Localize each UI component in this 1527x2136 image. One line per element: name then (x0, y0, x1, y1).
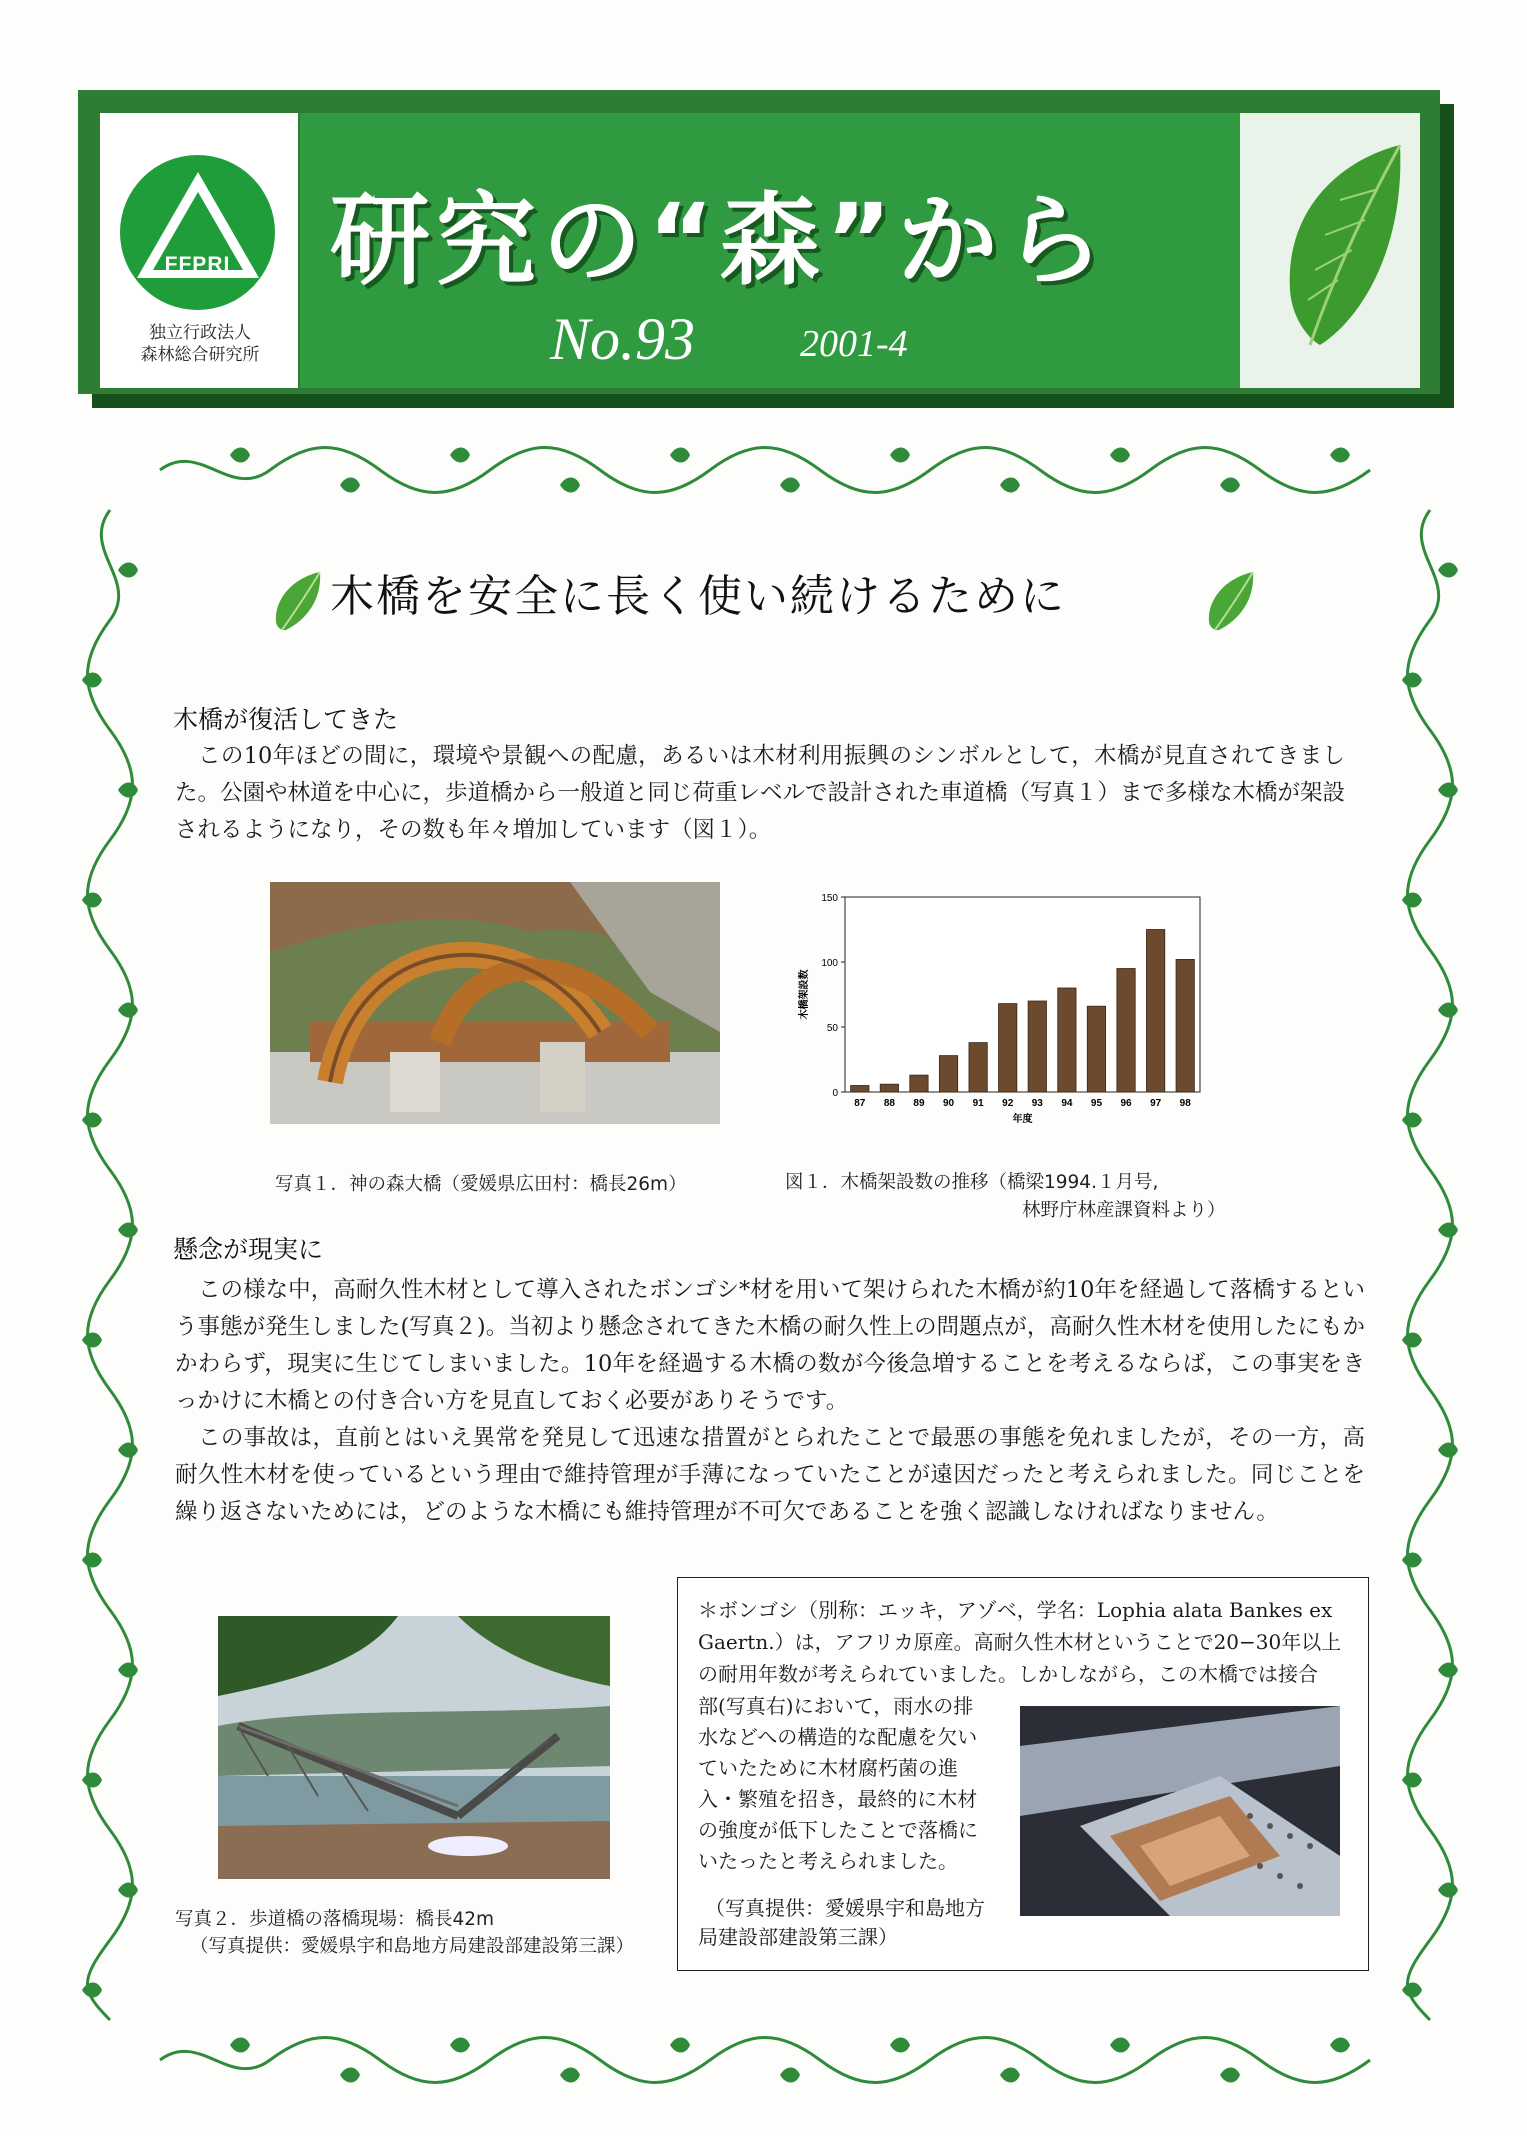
x-tick-label: 98 (1179, 1098, 1191, 1109)
y-tick-label: 50 (826, 1023, 838, 1034)
x-tick-label: 94 (1061, 1098, 1073, 1109)
figure1-caption-line1: 図１．木橋架設数の推移（橋梁1994.１月号, (785, 1172, 1159, 1193)
section2-paragraph1: この様な中，高耐久性木材として導入されたボンゴシ*材を用いて架けられた木橋が約10年を経過して落橋するという事態が発生しました(写真２)。当初より懸念されてきた木橋の耐久性上の問題点が，高耐久性木材を使用したにもかかわらず，現実に生じてしまいました。10年を経過する木橋の数が今後急増することを考えるならば，この事実をきっかけに木橋との付き合い方を見直しておく必要がありそうです。 (175, 1277, 1365, 1414)
chart-bar (910, 1075, 928, 1092)
issue-number: No.93 (550, 306, 696, 372)
note-credit-line1: （写真提供：愛媛県宇和島地方 (705, 1896, 985, 1920)
bridge-count-chart (785, 882, 1225, 1134)
x-tick-label: 90 (942, 1098, 955, 1109)
chart-bar (1117, 969, 1135, 1093)
x-tick-label: 96 (1120, 1098, 1132, 1109)
chart-bar (1028, 1001, 1046, 1092)
article-title: 木橋を安全に長く使い続けるために (330, 571, 1066, 622)
x-tick-label: 89 (913, 1098, 925, 1109)
org-name-line2: 森林総合研究所 (140, 345, 260, 365)
chart-bar (969, 1043, 987, 1092)
figure1-caption-line2: 林野庁林産課資料より） (1022, 1200, 1226, 1221)
x-axis-label: 年度 (1012, 1114, 1033, 1125)
section2-heading: 懸念が現実に (173, 1235, 324, 1264)
chart-bar (1058, 988, 1076, 1092)
note-side-line: いたったと考えられました。 (698, 1849, 958, 1873)
org-name-line1: 独立行政法人 (149, 323, 251, 343)
x-tick-label: 95 (1090, 1098, 1103, 1109)
x-tick-label: 87 (854, 1098, 866, 1109)
title-leaf-left-icon (272, 570, 324, 632)
x-tick-label: 91 (972, 1098, 984, 1109)
x-tick-label: 93 (1031, 1098, 1043, 1109)
issue-date: 2001-4 (800, 323, 908, 365)
x-tick-label: 88 (883, 1098, 895, 1109)
chart-bar (851, 1086, 869, 1093)
chart-bar (1087, 1006, 1105, 1092)
note-side-line: ていたために木材腐朽菌の進 (698, 1756, 958, 1780)
chart-bar (880, 1084, 898, 1092)
x-tick-label: 97 (1150, 1098, 1162, 1109)
leaf-icon (1280, 140, 1410, 350)
chart-bar (999, 1004, 1017, 1092)
photo2-caption-line2: （写真提供：愛媛県宇和島地方局建設部建設第三課） (190, 1936, 635, 1957)
x-tick-label: 92 (1002, 1098, 1014, 1109)
photo1-caption: 写真１．神の森大橋（愛媛県広田村：橋長26m） (275, 1174, 687, 1195)
title-leaf-right-icon (1205, 570, 1257, 632)
photo-kaminomori-bridge (270, 882, 720, 1124)
chart-bar (939, 1056, 957, 1092)
section1-heading: 木橋が復活してきた (173, 705, 399, 734)
logo-text: FFPRI (164, 253, 231, 276)
note-side-line: 入・繁殖を招き，最終的に木材 (698, 1787, 978, 1811)
note-side-line: 部(写真右)において，雨水の排 (698, 1694, 974, 1718)
note-side-text (698, 1691, 1008, 1877)
note-line1: ＊ボンゴシ（別称：エッキ，アゾベ，学名：Lophia alata Bankes ex (698, 1598, 1333, 1622)
photo-collapsed-footbridge (218, 1616, 610, 1879)
photo2-caption-line1: 写真２．歩道橋の落橋現場：橋長42m (175, 1909, 495, 1930)
note-line3: の耐用年数が考えられていました。しかしながら，この木橋では接合 (698, 1662, 1318, 1686)
section2-paragraph2: この事故は，直前とはいえ異常を発見して迅速な措置がとられたことで最悪の事態を免れましたが，その一方，高耐久性木材を使っているという理由で維持管理が手薄になっていたことが遠因だったと考えられました。同じことを繰り返さないためには，どのような木橋にも維持管理が不可欠であることを強く認識しなければなりません。 (175, 1425, 1365, 1525)
note-line2: Gaertn.）は，アフリカ原産。高耐久性木材ということで20−30年以上 (698, 1630, 1342, 1654)
y-tick-label: 0 (832, 1088, 838, 1099)
chart-bar (1176, 959, 1194, 1092)
y-tick-label: 100 (821, 958, 838, 969)
section1-paragraph: この10年ほどの間に，環境や景観への配慮，あるいは木材利用振興のシンボルとして，木橋が見直されてきました。公園や林道を中心に，歩道橋から一般道と同じ荷重レベルで設計された車道橋（写真１）まで多様な木橋が架設されるようになり，その数も年々増加しています（図１）。 (175, 743, 1346, 843)
note-credit-line2: 局建設部建設第三課） (698, 1925, 898, 1949)
note-side-line: の強度が低下したことで落橋に (698, 1818, 978, 1842)
note-side-line: 水などへの構造的な配慮を欠い (698, 1725, 978, 1749)
y-tick-label: 150 (821, 893, 838, 904)
photo-decayed-joint (1020, 1706, 1340, 1916)
chart-bar (1146, 930, 1164, 1093)
newsletter-title: 研究の“森”から (330, 182, 1110, 299)
y-axis-label: 木橋架設数 (799, 969, 810, 1020)
